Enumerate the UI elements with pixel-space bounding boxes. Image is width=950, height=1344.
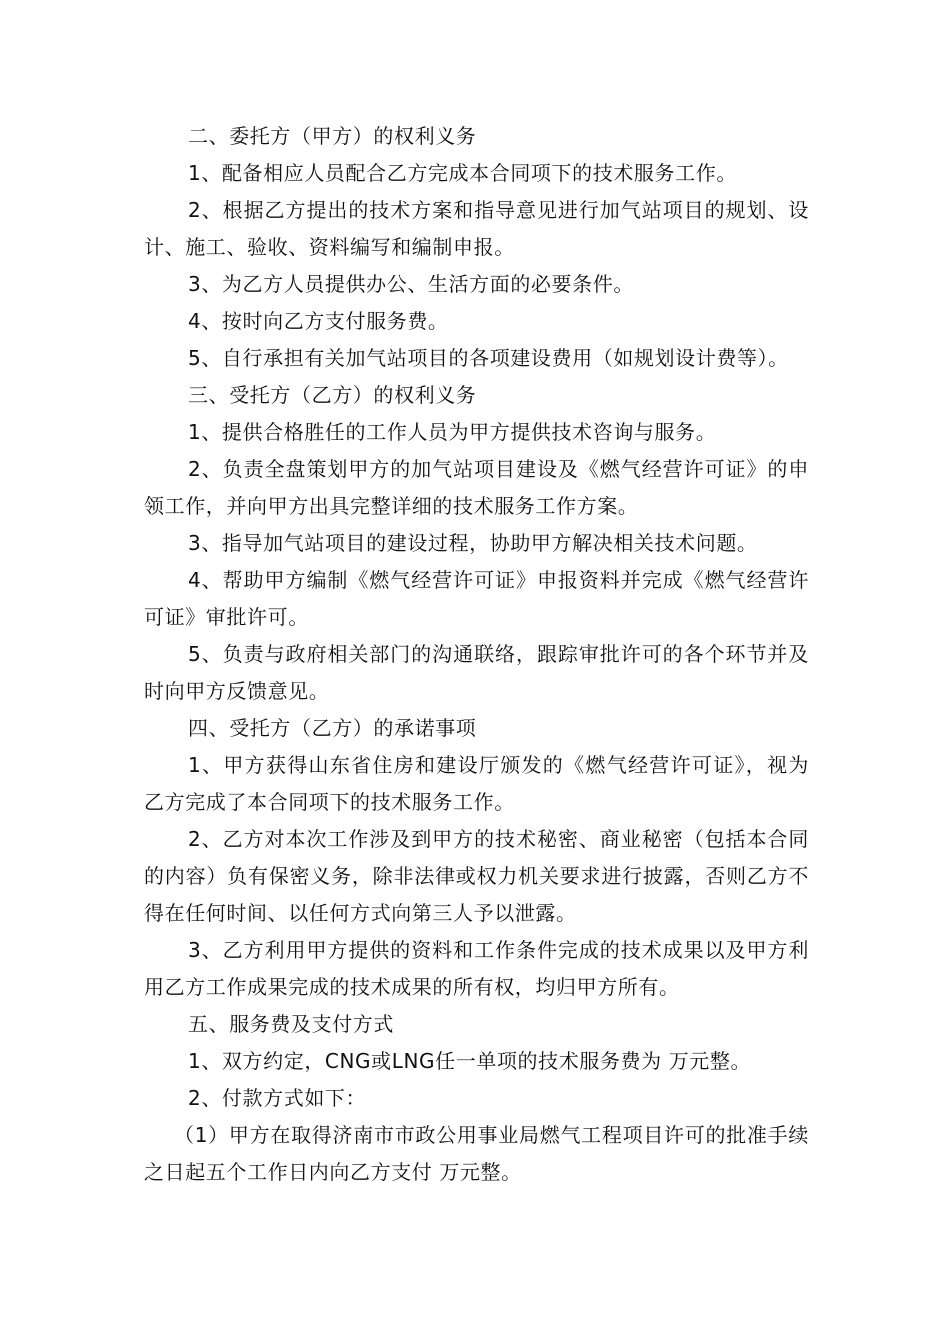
clause-2-2: 2、根据乙方提出的技术方案和指导意见进行加气站项目的规划、设计、施工、验收、资料编写和编制申报。 — [144, 198, 809, 259]
clause-3-4: 4、帮助甲方编制《燃气经营许可证》申报资料并完成《燃气经营许可证》审批许可。 — [144, 568, 809, 629]
clause-3-1: 1、提供合格胜任的工作人员为甲方提供技术咨询与服务。 — [188, 420, 717, 444]
section-heading-2: 二、委托方（甲方）的权利义务 — [188, 124, 477, 148]
document-body — [144, 118, 809, 1191]
section-heading-4: 四、受托方（乙方）的承诺事项 — [188, 716, 477, 740]
clause-4-1: 1、甲方获得山东省住房和建设厅颁发的《燃气经营许可证》，视为乙方完成了本合同项下的技术服务工作。 — [144, 753, 809, 814]
clause-2-1: 1、配备相应人员配合乙方完成本合同项下的技术服务工作。 — [188, 161, 737, 185]
clause-5-1: 1、双方约定，CNG或LNG任一单项的技术服务费为 万元整。 — [188, 1049, 752, 1073]
section-heading-5: 五、服务费及支付方式 — [188, 1012, 394, 1036]
clause-3-5: 5、负责与政府相关部门的沟通联络，跟踪审批许可的各个环节并及时向甲方反馈意见。 — [144, 642, 809, 703]
section-heading-3: 三、受托方（乙方）的权利义务 — [188, 383, 477, 407]
clause-5-2-1: （1）甲方在取得济南市市政公用事业局燃气工程项目许可的批准手续之日起五个工作日内向乙方支付 万元整。 — [144, 1123, 809, 1184]
clause-3-2: 2、负责全盘策划甲方的加气站项目建设及《燃气经营许可证》的申领工作，并向甲方出具完整详细的技术服务工作方案。 — [144, 457, 809, 518]
clause-4-2: 2、乙方对本次工作涉及到甲方的技术秘密、商业秘密（包括本合同的内容）负有保密义务，除非法律或权力机关要求进行披露，否则乙方不得在任何时间、以任何方式向第三人予以泄露。 — [144, 827, 809, 925]
clause-4-3: 3、乙方利用甲方提供的资料和工作条件完成的技术成果以及甲方利用乙方工作成果完成的技术成果的所有权，均归甲方所有。 — [144, 938, 809, 999]
clause-2-5: 5、自行承担有关加气站项目的各项建设费用（如规划设计费等）。 — [188, 346, 789, 370]
clause-5-2: 2、付款方式如下： — [188, 1086, 367, 1110]
clause-2-4: 4、按时向乙方支付服务费。 — [188, 309, 449, 333]
clause-3-3: 3、指导加气站项目的建设过程，协助甲方解决相关技术问题。 — [188, 531, 758, 555]
clause-2-3: 3、为乙方人员提供办公、生活方面的必要条件。 — [188, 272, 634, 296]
